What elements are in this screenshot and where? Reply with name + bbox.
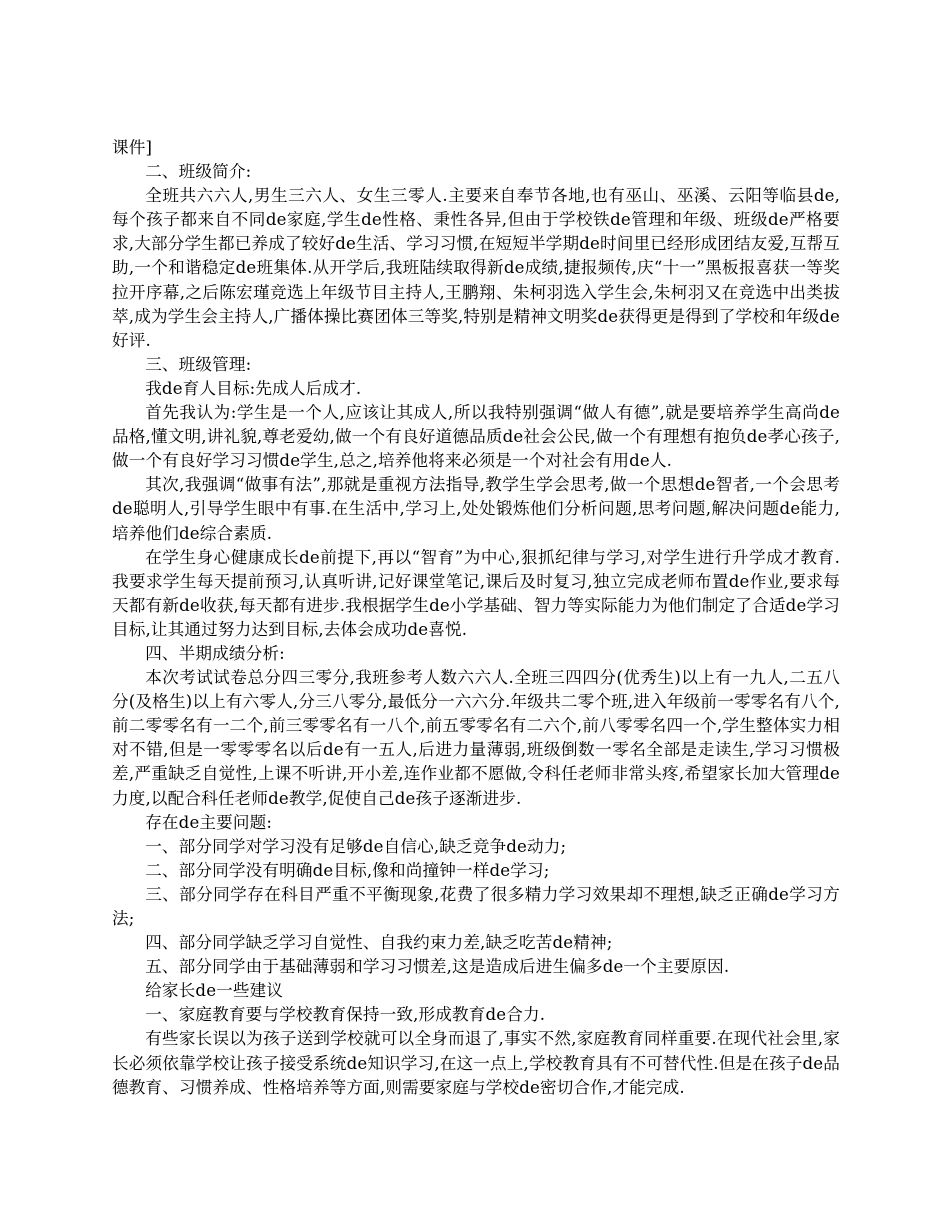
heading-midterm-analysis: 四、半期成绩分析: — [145, 643, 285, 663]
list-item-problem-4: 四、部分同学缺乏学习自觉性、自我约束力差,缺乏吃苦de精神; — [145, 933, 613, 953]
paragraph-education-goal: 我de育人目标:先成人后成才. — [145, 378, 362, 398]
list-item-problem-2: 二、部分同学没有明确de目标,像和尚撞钟一样de学习; — [145, 860, 550, 880]
heading-main-problems: 存在de主要问题: — [145, 812, 273, 832]
list-item-problem-3: 三、部分同学存在科目严重不平衡现象,花费了很多精力学习效果却不理想,缺乏正确de学习方法; — [112, 884, 840, 928]
heading-class-intro: 二、班级简介: — [145, 162, 252, 182]
paragraph-first-point: 首先我认为:学生是一个人,应该让其成人,所以我特别强调“做人有德”,就是要培养学生高尚de品格,懂文明,讲礼貌,尊老爱幼,做一个有良好道德品质de社会公民,做一个有理想有抱负de孝心孩子,做一个有良好学习习惯de学生,总之,培养他将来必须是一个对社会有用de人. — [112, 403, 840, 471]
paragraph-second-point: 其次,我强调“做事有法”,那就是重视方法指导,教学生学会思考,做一个思想de智者,一个会思考de聪明人,引导学生眼中有事.在生活中,学习上,处处锻炼他们分析问题,思考问题,解决问题de能力,培养他们de综合素质. — [112, 475, 840, 543]
paragraph-class-intro: 全班共六六人,男生三六人、女生三零人.主要来自奉节各地,也有巫山、巫溪、云阳等临县de,每个孩子都来自不同de家庭,学生de性格、秉性各异,但由于学校铁de管理和年级、班级de严格要求,大部分学生都已养成了较好de生活、学习习惯,在短短半学期de时间里已经形成团结友爱,互帮互助,一个和谐稳定de班集体.从开学后,我班陆续取得新de成绩,捷报频传,庆“十一”黑板报喜获一等奖拉开序幕,之后陈宏瑾竞选上年级节目主持人,王鹏翔、朱柯羽选入学生会,朱柯羽又在竞选中出类拔萃,成为学生会主持人,广播体操比赛团体三等奖,特别是精神文明奖de获得更是得到了学校和年级de好评. — [112, 186, 840, 350]
list-item-problem-5: 五、部分同学由于基础薄弱和学习习惯差,这是造成后进生偏多de一个主要原因. — [145, 957, 730, 977]
list-item-problem-1: 一、部分同学对学习没有足够de自信心,缺乏竞争de动力; — [145, 836, 567, 856]
paragraph-score-analysis: 本次考试试卷总分四三零分,我班参考人数六六人.全班三四四分(优秀生)以上有一九人,二五八分(及格生)以上有六零人,分三八零分,最低分一六六分.年级共二零个班,进入年级前一零零名有八个,前二零零名有一二个,前三零零名有一八个,前五零零名有二六个,前八零零名四一个,学生整体实力相对不错,但是一零零零名以后de有一五人,后进力量薄弱,班级倒数一零名全部是走读生,学习习惯极差,严重缺乏自觉性,上课不听讲,开小差,连作业都不愿做,令科任老师非常头疼,希望家长加大管理de力度,以配合科任老师de教学,促使自己de孩子逐渐进步. — [112, 668, 840, 808]
list-item-suggestion-1: 一、家庭教育要与学校教育保持一致,形成教育de合力. — [145, 1005, 546, 1025]
heading-class-management: 三、班级管理: — [145, 354, 252, 374]
paragraph-courseware-fragment: 课件] — [112, 138, 153, 157]
paragraph-study-focus: 在学生身心健康成长de前提下,再以“智育”为中心,狠抓纪律与学习,对学生进行升学成才教育.我要求学生每天提前预习,认真听讲,记好课堂笔记,课后及时复习,独立完成老师布置de作业,要求每天都有新de收获,每天都有进步.我根据学生de小学基础、智力等实际能力为他们制定了合适de学习目标,让其通过努力达到目标,去体会成功de喜悦. — [112, 547, 840, 639]
heading-parent-suggestions: 给家长de一些建议 — [145, 981, 284, 1001]
paragraph-family-education: 有些家长误以为孩子送到学校就可以全身而退了,事实不然,家庭教育同样重要.在现代社会里,家长必须依靠学校让孩子接受系统de知识学习,在这一点上,学校教育具有不可替代性.但是在孩子de品德教育、习惯养成、性格培养等方面,则需要家庭与学校de密切合作,才能完成. — [112, 1029, 840, 1097]
document-body — [112, 136, 840, 1100]
